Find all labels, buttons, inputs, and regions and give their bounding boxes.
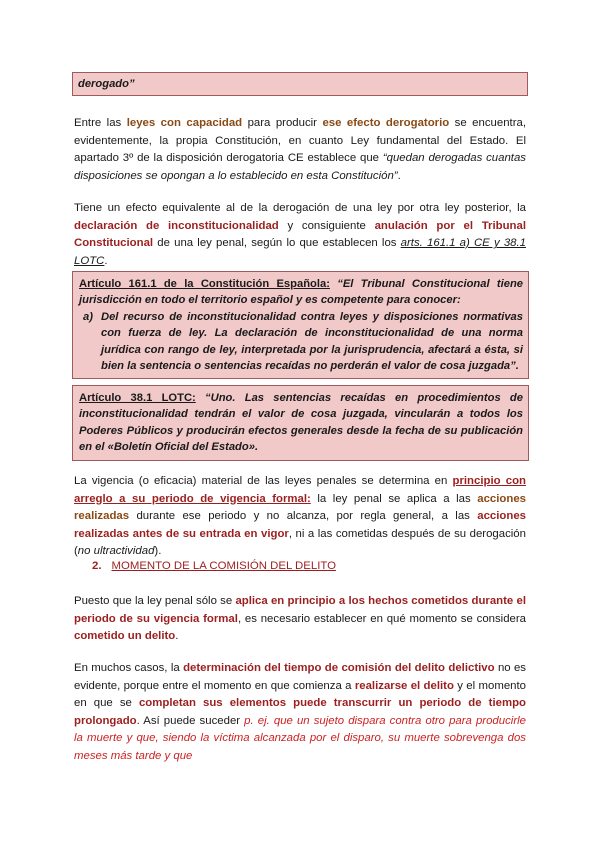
article-161-box: [72, 271, 529, 379]
highlight-determinacion-tiempo: determinación del tiempo de comisión del delito delictivo: [183, 662, 495, 674]
highlight-completan-elementos: completan sus elementos puede transcurrir un periodo de tiempo prolongado: [74, 697, 526, 727]
item-text: Del recurso de inconstitucionalidad contra leyes y disposiciones normativas con fuerza de ley. La declaración de inconstitucionalidad de una norma jurídica con rango de ley, interpretada por la jurisprudencia, afectará a ésta, si bien la sentencia o sentencias recaídas no perderán el valor de cosa juzgada”.: [101, 310, 523, 373]
paragraph-derogation-constitution: Entre las leyes con capacidad para producir ese efecto derogatorio se encuentra, evidentemente, la propia Constitución, en cuanto Ley fundamental del Estado. El apartado 3º de la disposición derogatoria CE establece que “quedan derogadas cuantas disposiciones se opongan a lo establecido en esta Constitución”.: [74, 117, 526, 182]
article-161-item-a: [79, 309, 523, 375]
paragraph-vigencia-material: La vigencia (o eficacia) material de las leyes penales se determina en principio con arreglo a su periodo de vigencia formal: la ley penal se aplica a las acciones realizadas durante ese periodo y no alcanza, por regla general, a las acciones realizadas antes de su entrada en vigor, ni a las cometidas después de su derogación (no ultractividad).: [74, 475, 526, 558]
article-38-text: “Uno. Las sentencias recaídas en procedimientos de inconstitucionalidad tendrán el valor de cosa juzgada, vincularán a todos los Poderes Públicos y producirán efectos generales desde la fecha de su publicación en el «Boletín Oficial del Estado».: [79, 392, 523, 454]
highlight-declaracion-inconstitucionalidad: declaración de inconstitucionalidad: [74, 219, 279, 232]
item-marker: a): [83, 310, 93, 323]
section-title: MOMENTO DE LA COMISIÓN DEL DELITO: [111, 560, 336, 572]
highlight-principio-vigencia: principio con arreglo a su periodo de vigencia formal:: [74, 475, 526, 505]
highlight-cometido-delito: cometido un delito: [74, 630, 176, 643]
quote-box-text: derogado”: [78, 78, 135, 90]
paragraph-tiempo-comision: En muchos casos, la determinación del tiempo de comisión del delito delictivo no es evidente, porque entre el momento en que comienza a realizarse el delito y el momento en que se completan sus elementos puede transcurrir un periodo de tiempo prolongado. Así puede suceder p. ej. que un sujeto dispara contra otro para producirle la muerte y que, siendo la víctima alcanzada por el disparo, su muerte sobrevenga dos meses más tarde y que: [74, 662, 527, 762]
highlight-acciones-antes: acciones realizadas antes de su entrada en vigor: [74, 510, 526, 540]
highlight-efecto-derogatorio: ese efecto derogatorio: [322, 117, 450, 129]
paragraph-inconstitucionalidad: Tiene un efecto equivalente al de la derogación de una ley por otra ley posterior, la declaración de inconstitucionalidad y consiguiente anulación por el Tribunal Constitucional de una ley penal, según lo que establecen los arts. 161.1 a) CE y 38.1 LOTC.: [74, 202, 526, 267]
paragraph-ley-penal-aplica: Puesto que la ley penal sólo se aplica en principio a los hechos cometidos durante el periodo de su vigencia formal, es necesario establecer en qué momento se considera cometido un delito.: [74, 595, 527, 643]
article-38-box: [72, 385, 529, 461]
highlight-realizarse-delito: realizarse el delito: [354, 679, 454, 692]
example-red-italic: p. ej. que un sujeto dispara contra otro para producirle la muerte y que, siendo la víctima alcanzada por el disparo, su muerte sobrevenga dos meses más tarde y que: [74, 714, 526, 762]
highlight-aplica-principio: aplica en principio a los hechos cometidos durante el periodo de su vigencia formal: [74, 595, 527, 625]
section-number: 2.: [92, 560, 102, 572]
quote-disposicion-derogatoria: “quedan derogadas cuantas disposiciones se opongan a lo establecido en esta Constitución”: [74, 152, 526, 182]
article-161-intro: “El Tribunal Constitucional tiene jurisdicción en todo el territorio español y es competente para conocer:: [79, 278, 523, 307]
highlight-leyes-capacidad: leyes con capacidad: [126, 117, 243, 129]
article-161-label: Artículo 161.1 de la Constitución Española:: [79, 278, 330, 290]
reference-articles: arts. 161.1 a) CE y 38.1 LOTC: [74, 237, 526, 267]
highlight-acciones-realizadas: acciones realizadas: [74, 492, 526, 523]
quote-box-continuation: [72, 72, 528, 96]
article-38-label: Artículo 38.1 LOTC:: [79, 392, 196, 404]
highlight-anulacion-tc: anulación por el Tribunal Constitucional: [74, 219, 526, 250]
section-heading: [92, 560, 336, 572]
